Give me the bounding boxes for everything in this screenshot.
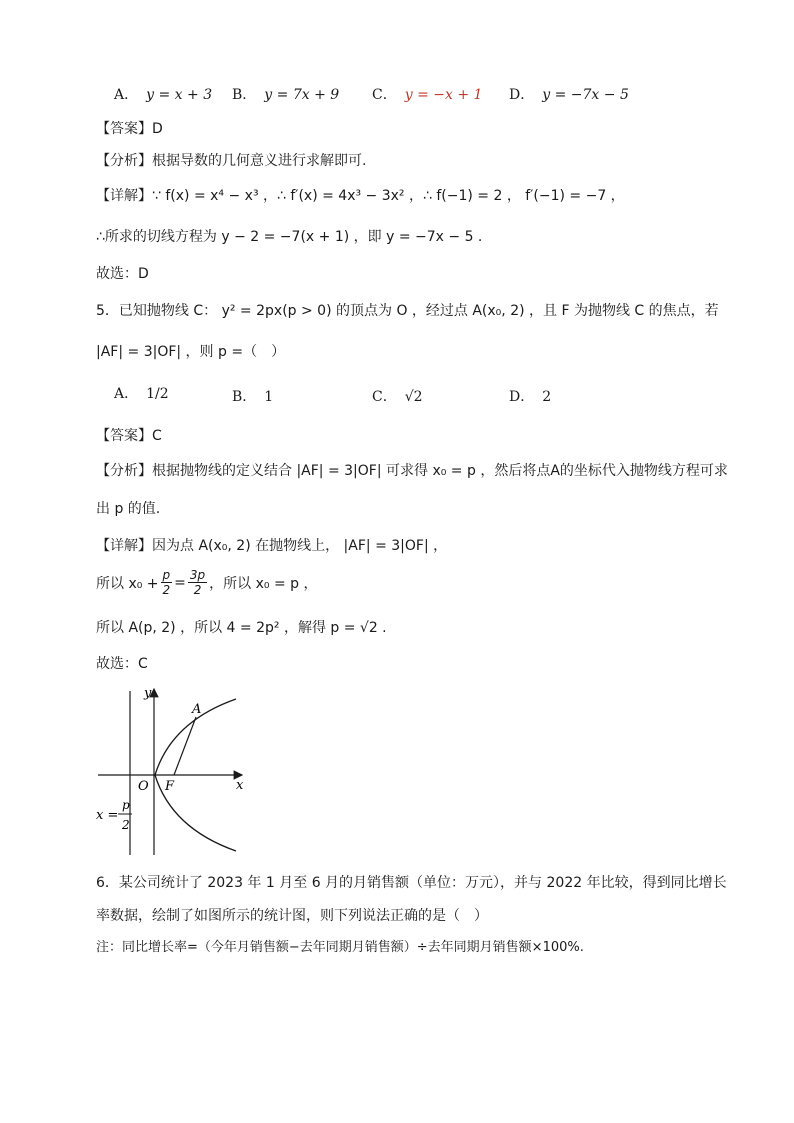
directrix-lhs: x = — [96, 808, 119, 823]
q5-fraction-p-over-2 — [161, 568, 173, 597]
q4-option-c-value: y = −x + 1 — [404, 87, 483, 103]
q5-option-c — [372, 386, 423, 406]
q5-detail-line2-part1: 所以 x₀ + — [96, 575, 159, 592]
q5-detail-line2-part2: = — [174, 574, 186, 591]
y-axis-label: y — [144, 686, 152, 701]
q5-detail-line2-part3: ，所以 x₀ = p ， — [209, 575, 318, 592]
origin-label: O — [138, 779, 149, 794]
q4-option-b-value: y = 7x + 9 — [264, 87, 340, 103]
q4-choice: 故选：D — [96, 266, 149, 282]
x-axis-label: x — [236, 778, 244, 793]
q4-option-c-label: C． — [372, 87, 397, 103]
q6-note: 注：同比增长率=（今年月销售额−去年同期月销售额）÷去年同期月销售额×100%. — [96, 940, 584, 955]
q5-option-a — [114, 383, 169, 403]
q4-option-d-label: D． — [509, 87, 535, 103]
q4-option-b — [232, 84, 339, 104]
fraction-numerator: 3p — [189, 568, 206, 582]
q5-analysis-line1: 【分析】根据抛物线的定义结合 |AF| = 3|OF| 可求得 x₀ = p ，然后将点A的坐标代入抛物线方程可求 — [96, 463, 728, 479]
q5-stem-line2: |AF| = 3|OF| ，则 p =（ ） — [96, 344, 286, 360]
q4-option-d-value: y = −7x − 5 — [542, 87, 629, 103]
fraction-denominator: 2 — [162, 583, 171, 597]
q5-option-d — [509, 386, 551, 406]
focus-label: F — [165, 779, 175, 794]
q5-option-c-label: C． — [372, 389, 397, 405]
directrix-numerator: p — [122, 798, 130, 812]
q4-answer: 【答案】D — [96, 121, 163, 137]
point-a-label: A — [192, 702, 202, 717]
q4-option-d — [509, 84, 629, 104]
q5-option-d-label: D． — [509, 389, 535, 405]
q5-detail-line1: 【详解】因为点 A(x₀, 2) 在抛物线上， |AF| = 3|OF| ， — [96, 538, 448, 554]
q4-option-b-label: B． — [232, 87, 257, 103]
q4-option-a-value: y = x + 3 — [146, 87, 213, 103]
q6-stem-line1: 6．某公司统计了 2023 年 1 月至 6 月的月销售额（单位：万元），并与 2022 年比较，得到同比增长 — [96, 875, 727, 891]
q5-option-b-value: 1 — [264, 389, 274, 405]
q4-option-c — [372, 84, 482, 104]
q5-option-a-label: A． — [114, 386, 139, 402]
q5-option-c-value: √2 — [404, 389, 423, 405]
q5-option-a-value: 1/2 — [146, 386, 169, 402]
q5-choice: 故选：C — [96, 656, 148, 672]
q4-option-a-label: A． — [114, 87, 139, 103]
q4-detail-line1: 【详解】∵ f(x) = x⁴ − x³ ，∴ f′(x) = 4x³ − 3x² ，∴ f(−1) = 2 ， f′(−1) = −7 ， — [96, 188, 625, 204]
q4-option-a — [114, 84, 212, 104]
q5-option-b-label: B． — [232, 389, 257, 405]
q4-detail-line2: ∴所求的切线方程为 y − 2 = −7(x + 1) ，即 y = −7x − 5 . — [96, 229, 483, 245]
fraction-numerator: p — [162, 568, 171, 582]
q6-stem-line2: 率数据，绘制了如图所示的统计图，则下列说法正确的是（ ） — [96, 908, 488, 924]
parabola-figure — [90, 683, 260, 858]
segment-af — [174, 717, 196, 775]
q5-fraction-3p-over-2 — [188, 568, 207, 597]
q5-option-d-value: 2 — [542, 389, 552, 405]
directrix-denominator: 2 — [122, 818, 130, 832]
q5-detail-line2 — [96, 568, 317, 597]
q5-analysis-line2: 出 p 的值. — [96, 501, 161, 517]
q5-option-b — [232, 386, 273, 406]
q5-detail-line3: 所以 A(p, 2) ，所以 4 = 2p² ，解得 p = √2 . — [96, 620, 387, 636]
q5-stem-line1: 5．已知抛物线 C： y² = 2px(p > 0) 的顶点为 O ，经过点 A(x₀, 2) ，且 F 为抛物线 C 的焦点，若 — [96, 303, 719, 319]
q5-answer: 【答案】C — [96, 428, 162, 444]
q4-analysis: 【分析】根据导数的几何意义进行求解即可. — [96, 153, 367, 169]
fraction-denominator: 2 — [193, 583, 202, 597]
